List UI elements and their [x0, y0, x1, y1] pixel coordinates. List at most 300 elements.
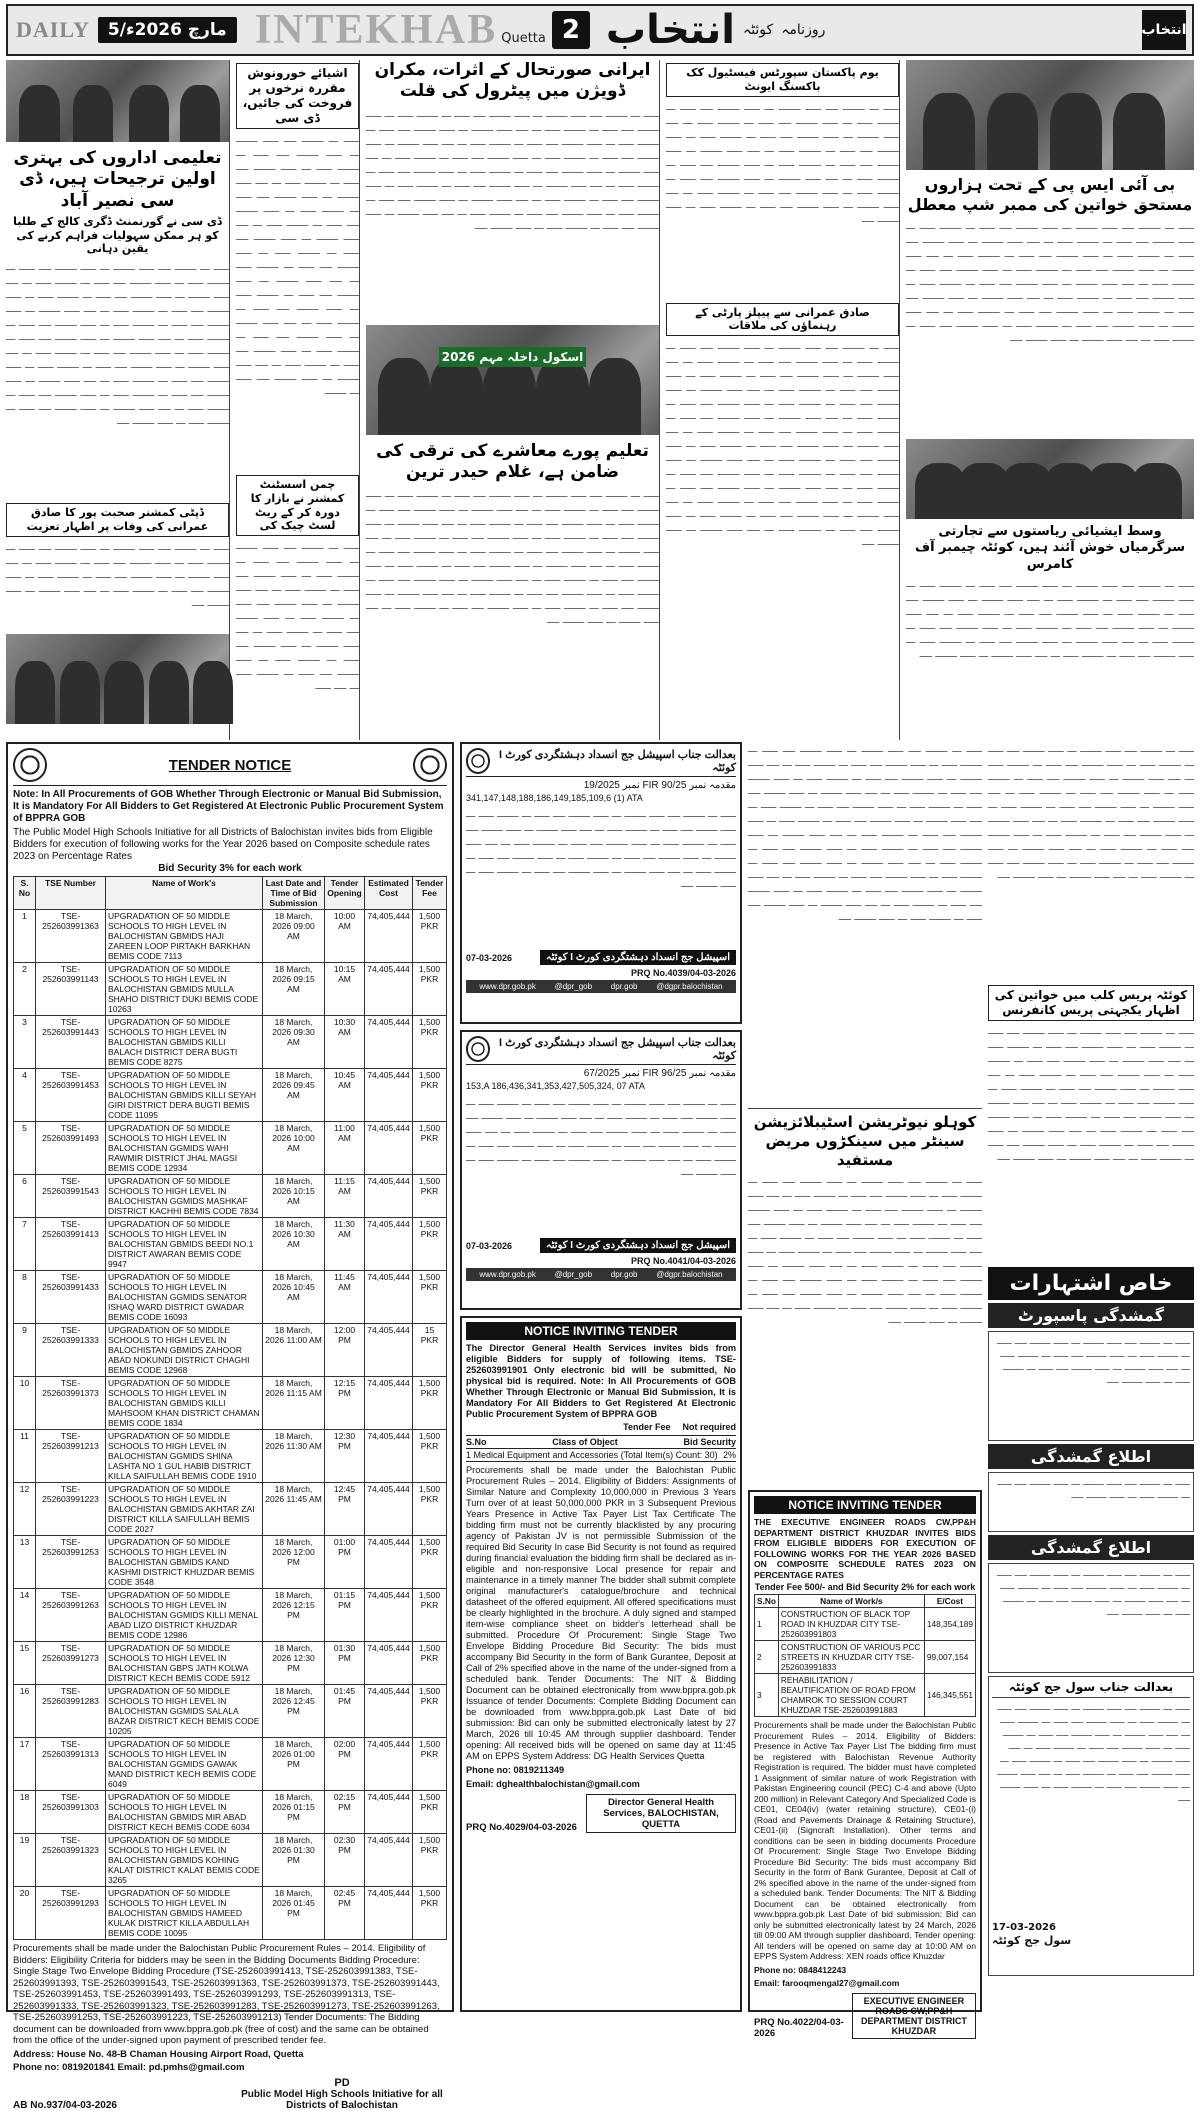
tender-cell-date: 18 March, 2026 09:15 AM — [263, 963, 325, 1016]
nit-health-services — [460, 1316, 742, 2012]
tender-cell-open: 12:45 PM — [325, 1483, 365, 1536]
tender-cell-open: 12:00 PM — [325, 1324, 365, 1377]
nit-roads-footer — [754, 1993, 976, 2039]
headline-col1-box: ڈپٹی کمشنر صحبت پور کا صادق عمرانی کی وفات پر اظہار تعزیت — [6, 503, 229, 537]
school-campaign-banner: اسکول داخلہ مہم 2026 — [439, 347, 586, 367]
tender-cell-fee: 1,500 PKR — [413, 1589, 447, 1642]
news-column-2 — [236, 60, 360, 740]
table-row — [14, 1175, 447, 1218]
tender-cell-cost: 74,405,444 — [365, 1122, 413, 1175]
tender-prq-number: AB No.937/04-03-2026 — [13, 2099, 117, 2111]
tender-cell-tse: TSE-252603991333 — [36, 1324, 106, 1377]
tender-cell-date: 18 March, 2026 11:00 AM — [263, 1324, 325, 1377]
tender-cell-cost: 74,405,444 — [365, 1589, 413, 1642]
tender-cell-tse: TSE-252603991263 — [36, 1589, 106, 1642]
table-row — [14, 910, 447, 963]
tender-cell-fee: 1,500 PKR — [413, 1377, 447, 1430]
social-twitter[interactable]: @dpr_gob — [554, 1270, 593, 1279]
tender-cell-date: 18 March, 2026 11:30 AM — [263, 1430, 325, 1483]
court-emblem-icon — [466, 1036, 490, 1062]
roads-cell-name: CONSTRUCTION OF BLACK TOP ROAD IN KHUZDAR CITY TSE-252603991803 — [778, 1608, 924, 1641]
court-stamp: اسپیشل جج انسداد دہشتگردی کورٹ I کوئٹہ — [540, 950, 736, 965]
tender-cell-date: 18 March, 2026 01:00 PM — [263, 1738, 325, 1791]
tender-cell-tse: TSE-252603991143 — [36, 963, 106, 1016]
tender-cell-open: 10:30 AM — [325, 1016, 365, 1069]
social-facebook[interactable]: dpr.gob — [610, 1270, 638, 1279]
court-notice-body: ـــــ ـــ ـــــــ ــــ ـــــ ـــــــ ـــ ـــــ ـــــــ ــــ ـــــ ـــ ـــــــ ـــــ ـــ ـــــ ـــــــ ــــ ـــــ ـــ ـــــــ ـــــ ـــ ــــ ـــــ ـــــــ ـــ ـــــ ـــــــ ــــ ـــــ ـــ ـــــــ ـــــ ـــ ـــــ ـــــــ ــــ ـــــ ـــ ـــــــ ـــــ ـــ ــــ ـــــ ـــــــ ـــ ـــــ ـــــــ ــــ ـــــ ـــ ـــــــ ـــــ ـــ ـــــ ـــــــ ــــ ـــــ ـــ ـــــــ ـــــ ـــ ــــ ـــــ ـــــــ ـــ ـــــ ـــــــ ــــ ـــــ ـــ ـــــــ ـــــ ـــ ـــــ ـــــــ ــــ — [466, 808, 736, 890]
nit-roads-fee: Tender Fee 500/- and Bid Security 2% for each work — [754, 1582, 976, 1592]
article-body: ـــــ ـــ ـــــــ ــــ ـــــ ـــــــ ـــ ـــــ ـــــــ ــــ ـــــ ـــ ـــــــ ـــــ ـــ ـــــ ـــــــ ــــ ـــــ ـــ ـــــــ ـــــ ـــ ــــ ـــــ ـــــــ ـــ ـــــ ـــــــ ــــ ـــــ ـــ ـــــــ ـــــ ـــ ـــــ ـــــــ ــــ ـــــ ـــ ـــــــ ـــــ ـــ ــــ ـــــ ـــــــ ـــ ـــــ ـــــــ ــــ — [6, 540, 229, 609]
social-facebook[interactable]: dpr.gob — [610, 982, 638, 991]
tender-cell-fee: 1,500 PKR — [413, 1483, 447, 1536]
tender-cell-fee: 1,500 PKR — [413, 1122, 447, 1175]
social-website[interactable]: www.dpr.gob.pk — [479, 1270, 536, 1279]
tender-cell-date: 18 March, 2026 01:45 PM — [263, 1887, 325, 1940]
headline-col3-sub: تعلیم پورے معاشرے کی ترقی کی ضامن ہے، غلام حیدر ترین — [376, 440, 649, 482]
tender-cell-date: 18 March, 2026 09:00 AM — [263, 910, 325, 963]
tender-cell-work: UPGRADATION OF 50 MIDDLE SCHOOLS TO HIGH LEVEL IN BALOCHISTAN GBMIDS BEEDI NO.1 DISTRICT AWARAN BEMIS CODE 9947 — [106, 1218, 263, 1271]
court-sections: 341,147,148,188,186,149,185,109,6 (1) ATA — [466, 793, 643, 803]
social-instagram[interactable]: @dgpr.balochistan — [656, 1270, 723, 1279]
balochistan-emblem-icon — [13, 748, 47, 782]
masthead-name-urdu: انتخاب — [605, 7, 735, 53]
nit-roads-table — [754, 1594, 976, 1717]
tender-cell-date: 18 March, 2026 10:45 AM — [263, 1271, 325, 1324]
tender-cell-cost: 74,405,444 — [365, 1738, 413, 1791]
tender-cell-tse: TSE-252603991273 — [36, 1642, 106, 1685]
tender-cell-sno: 11 — [14, 1430, 36, 1483]
tender-cell-work: UPGRADATION OF 50 MIDDLE SCHOOLS TO HIGH LEVEL IN BALOCHISTAN GBMIDS KAND KASHMI DISTRICT KHUZDAR BEMIS CODE 3548 — [106, 1536, 263, 1589]
table-row — [14, 963, 447, 1016]
table-row — [14, 1324, 447, 1377]
headline-col6-box: کوئٹہ پریس کلب میں خواتین کی اظہار یکجہتی پریس کانفرنس — [988, 985, 1194, 1021]
masthead — [6, 4, 1194, 56]
tender-cell-sno: 1 — [14, 910, 36, 963]
article-body: ـــــ ـــ ـــــــ ــــ ـــــ ـــــــ ـــ ـــــ ـــــــ ــــ ـــــ ـــ ـــــــ ـــــ ـــ ـــــ ـــــــ ــــ ـــــ ـــ ـــــــ ـــــ ـــ ــــ ـــــ ـــــــ ـــ ـــــ ـــــــ ــــ ـــــ ـــ ـــــــ ـــــ ـــ ـــــ ـــــــ ــــ ـــــ ـــ ـــــــ ـــــ ـــ ــــ ـــــ ـــــــ ـــ ـــــ ـــــــ ــــ ـــــ ـــ ـــــــ ـــــ ـــ ـــــ ـــــــ ــــ ـــــ ـــ ـــــــ ـــــ ـــ ــــ ـــــ ـــــــ ـــ ـــــ ـــــــ ــــ ـــــ ـــ ـــــــ ـــــ ـــ ـــــ ـــــــ ــــ ـــــ ـــ ـــــــ ـــــ ـــ ــــ ـــــ ـــــــ ـــ ـــــ ـــــــ ــــ ـــــ ـــ ـــــــ ـــــ ـــ ـــــ ـــــــ ــــ ـــــ ـــ ـــــــ ـــــ ـــ ــــ ـــــ ـــــــ ـــ ـــــ ـــــــ ــــ ـــــ ـــ ـــــــ ـــــ ـــ ـــــ ـــــــ ــــ ـــــ ـــ ـــــــ ـــــ ـــ ــــ ـــــ ـــــــ ـــ ـــــ ـــــــ ــــ — [748, 1174, 982, 1327]
tender-cell-open: 12:30 PM — [325, 1430, 365, 1483]
tender-cell-date: 18 March, 2026 10:15 AM — [263, 1175, 325, 1218]
nit-roads-col-cost: E/Cost — [924, 1595, 975, 1608]
table-row — [14, 1377, 447, 1430]
tender-cell-fee: 1,500 PKR — [413, 1791, 447, 1834]
headline-lower-news: کوہلو نیوٹریشن اسٹیبلائزیشن سینٹر میں سینکڑوں مریض مستفید — [748, 1108, 982, 1169]
school-logo-icon — [413, 748, 447, 782]
tender-cell-open: 02:45 PM — [325, 1887, 365, 1940]
tender-note: Note: In All Procurements of GOB Whether Through Electronic or Manual Bid Submission, It is Mandatory For All Bidders to Get Registered At Electronic Public Procurement System of BPPRA GOB — [13, 789, 444, 824]
tender-cell-tse: TSE-252603991433 — [36, 1271, 106, 1324]
tender-cell-sno: 7 — [14, 1218, 36, 1271]
tender-cell-open: 01:15 PM — [325, 1589, 365, 1642]
table-row — [14, 1483, 447, 1536]
tender-cell-open: 10:45 AM — [325, 1069, 365, 1122]
nit-health-fee-value: Not required — [682, 1422, 736, 1432]
court-prq-number: PRQ No.4041/04-03-2026 — [630, 1256, 736, 1266]
tender-cell-cost: 74,405,444 — [365, 1642, 413, 1685]
court-notice-1 — [460, 742, 742, 1024]
tender-address: Address: House No. 48-B Chaman Housing Airport Road, Quetta — [13, 2048, 304, 2060]
civil-court-notice — [988, 1676, 1194, 1976]
tender-cell-fee: 1,500 PKR — [413, 1834, 447, 1887]
court-notice-date: 07-03-2026 — [466, 952, 513, 963]
table-row — [14, 1218, 447, 1271]
tender-cell-sno: 19 — [14, 1834, 36, 1887]
masthead-city: Quetta — [501, 31, 546, 46]
news-columns — [6, 60, 1194, 740]
headline-col2-box2: چمن اسسٹنٹ کمشنر نے بازار کا دورہ کر کے ریٹ لسٹ چیک کی — [236, 475, 359, 536]
table-row — [14, 1738, 447, 1791]
tender-cell-sno: 20 — [14, 1887, 36, 1940]
tender-cell-tse: TSE-252603991253 — [36, 1536, 106, 1589]
tender-cell-fee: 1,500 PKR — [413, 1738, 447, 1791]
tender-cell-work: UPGRADATION OF 50 MIDDLE SCHOOLS TO HIGH LEVEL IN BALOCHISTAN GBMIDS KOHING KALAT DISTRICT KALAT BEMIS CODE 3265 — [106, 1834, 263, 1887]
tender-cell-date: 18 March, 2026 01:30 PM — [263, 1834, 325, 1887]
tender-col-fee: Tender Fee — [413, 877, 447, 910]
article-body: ـــــ ـــ ـــــــ ــــ ـــــ ـــــــ ـــ ـــــ ـــــــ ــــ ـــــ ـــ ـــــــ ـــــ ـــ ـــــ ـــــــ ــــ ـــــ ـــ ـــــــ ـــــ ـــ ــــ ـــــ ـــــــ ـــ ـــــ ـــــــ ــــ ـــــ ـــ ـــــــ ـــــ ـــ ـــــ ـــــــ ــــ ـــــ ـــ ـــــــ ـــــ ـــ ــــ ـــــ ـــــــ ـــ ـــــ ـــــــ ــــ ـــــ ـــ ـــــــ ـــــ ـــ ـــــ ـــــــ ــــ ـــــ ـــ ـــــــ ـــــ ـــ ــــ ـــــ ـــــــ ـــ ـــــ ـــــــ ــــ ـــــ ـــ ـــــــ ـــــ ـــ ـــــ ـــــــ ــــ ـــــ ـــ ـــــــ ـــــ ـــ ــــ ـــــ ـــــــ ـــ ـــــ ـــــــ ــــ ـــــ ـــ ـــــــ ـــــ ـــ ـــــ ـــــــ ــــ ـــــ ـــ ـــــــ ـــــ ـــ ــــ ـــــ ـــــــ ـــ ـــــ ـــــــ ــــ ـــــ ـــ ـــــــ ـــــ ـــ ـــــ ـــــــ ــــ ـــــ ـــ ـــــــ ـــــ ـــ ــــ ـــــ ـــــــ ـــ ـــــ ـــــــ ــــ — [906, 220, 1194, 344]
headline-col1-main: تعلیمی اداروں کی بہتری اولین ترجیحات ہیں، ڈی سی نصیر آباد — [13, 148, 222, 211]
tender-cell-tse: TSE-252603991543 — [36, 1175, 106, 1218]
court-notice-footer — [466, 1238, 736, 1253]
news-column-1 — [6, 60, 230, 740]
tender-cell-date: 18 March, 2026 09:30 AM — [263, 1016, 325, 1069]
nit-roads-prq: PRQ No.4022/04-03-2026 — [754, 2016, 844, 2039]
tender-cell-fee: 1,500 PKR — [413, 1536, 447, 1589]
tender-cell-work: UPGRADATION OF 50 MIDDLE SCHOOLS TO HIGH LEVEL IN BALOCHISTAN GGMIDS SENATOR ISHAQ WARD DISTRICT GWADAR BEMIS CODE 16093 — [106, 1271, 263, 1324]
tender-cell-work: UPGRADATION OF 50 MIDDLE SCHOOLS TO HIGH LEVEL IN BALOCHISTAN GGMIDS SHINA LASHTA NO 1 GUL HABIB DISTRICT KILLA SAIFULLAH BEMIS CODE 1910 — [106, 1430, 263, 1483]
nit-health-item: 1 Medical Equipment and Accessories (Total Item(s) Count: 30) — [466, 1450, 718, 1460]
table-row — [14, 1834, 447, 1887]
nit-health-col-class: Class of Object — [552, 1437, 618, 1447]
tender-cell-cost: 74,405,444 — [365, 1324, 413, 1377]
nit-health-intro: The Director General Health Services invites bids from eligible Bidders for supply of following items. TSE-252603991901 Only electronic bid will be submitted, No physical bid is required. Note: In All Procurements of GOB Whether Through Electronic or Manual Bid Submission, It is Mandatory For All Bidders to Get Registered At Electronic Public Procurement System of BPPRA GOB — [466, 1343, 736, 1419]
tender-cell-work: UPGRADATION OF 50 MIDDLE SCHOOLS TO HIGH LEVEL IN BALOCHISTAN GBMIDS HAMEED KULAK DISTRICT KILLA ABDULLAH BEMIS CODE 10095 — [106, 1887, 263, 1940]
article-body: ـــــ ـــ ـــــــ ــــ ـــــ ـــــــ ـــ ـــــ ـــــــ ــــ ـــــ ـــ ـــــــ ـــــ ـــ ـــــ ـــــــ ــــ ـــــ ـــ ـــــــ ـــــ ـــ ــــ ـــــ ـــــــ ـــ ـــــ ـــــــ ــــ ـــــ ـــ ـــــــ ـــــ ـــ ـــــ ـــــــ ــــ ـــــ ـــ ـــــــ ـــــ ـــ ــــ ـــــ ـــــــ ـــ ـــــ ـــــــ ــــ ـــــ ـــ ـــــــ ـــــ ـــ ـــــ ـــــــ ــــ ـــــ ـــ ـــــــ ـــــ ـــ ــــ ـــــ ـــــــ ـــ ـــــ ـــــــ ــــ ـــــ ـــ ـــــــ ـــــ ـــ ـــــ ـــــــ ــــ ـــــ ـــ ـــــــ ـــــ ـــ ــــ ـــــ ـــــــ ـــ ـــــ ـــــــ ــــ ـــــ ـــ ـــــــ ـــــ ـــ ـــــ ـــــــ ــــ ـــــ ـــ ـــــــ ـــــ ـــ ــــ ـــــ ـــــــ ـــ ـــــ ـــــــ ــــ ـــــ ـــ ـــــــ ـــــ ـــ ـــــ ـــــــ ــــ ـــــ ـــ ـــــــ ـــــ ـــ ــــ ـــــ ـــــــ ـــ ـــــ ـــــــ ــــ ـــــ ـــ ـــــــ ـــــ ـــ ـــــ ـــــــ ــــ — [366, 107, 659, 232]
nit-health-table-header — [466, 1435, 736, 1449]
article-body: ـــــ ـــ ـــــــ ــــ ـــــ ـــــــ ـــ ـــــ ـــــــ ــــ ـــــ ـــ ـــــــ ـــــ ـــ ـــــ ـــــــ ــــ ـــــ ـــ ـــــــ ـــــ ـــ ــــ ـــــ ـــــــ ـــ ـــــ ـــــــ ــــ ـــــ ـــ ـــــــ ـــــ ـــ ـــــ ـــــــ ــــ ـــــ ـــ ـــــــ ـــــ ـــ ــــ ـــــ ـــــــ ـــ ـــــ ـــــــ ــــ ـــــ ـــ ـــــــ ـــــ ـــ ـــــ ـــــــ ــــ ـــــ ـــ ـــــــ ـــــ ـــ ــــ ـــــ ـــــــ ـــ ـــــ ـــــــ ــــ ـــــ ـــ ـــــــ ـــــ ـــ ـــــ ـــــــ ــــ ـــــ ـــ ـــــــ ـــــ ـــ ــــ ـــــ ـــــــ ـــ ـــــ ـــــــ ــــ ـــــ ـــ ـــــــ ـــــ ـــ ـــــ ـــــــ ــــ ـــــ ـــ ـــــــ ـــــ ـــ ــــ ـــــ ـــــــ ـــ ـــــ ـــــــ ــــ ـــــ ـــ ـــــــ ـــــ ـــ ـــــ ـــــــ ــــ ـــــ ـــ ـــــــ ـــــ ـــ ــــ ـــــ ـــــــ ـــ ـــــ ـــــــ ــــ ـــــ ـــ ـــــــ ـــــ ـــ ـــــ ـــــــ ــــ ـــــ ـــ ـــــــ ـــــ ـــ ــــ ـــــ ـــــــ ـــ ـــــ ـــــــ ــــ ـــــ ـــ ـــــــ ـــــ ـــ ـــــ ـــــــ ــــ — [748, 743, 982, 923]
article-body: ـــــ ـــ ـــــــ ــــ ـــــ ـــــــ ـــ ـــــ ـــــــ ــــ ـــــ ـــ ـــــــ ـــــ ـــ ـــــ ـــــــ ــــ ـــــ ـــ ـــــــ ـــــ ـــ ــــ ـــــ ـــــــ ـــ ـــــ ـــــــ ــــ ـــــ ـــ ـــــــ ـــــ ـــ ـــــ ـــــــ ــــ ـــــ ـــ ـــــــ ـــــ ـــ ــــ ـــــ ـــــــ ـــ ـــــ ـــــــ ــــ ـــــ ـــ ـــــــ ـــــ ـــ ـــــ ـــــــ ــــ ـــــ ـــ ـــــــ ـــــ ـــ ــــ ـــــ — [236, 540, 359, 692]
tender-cell-cost: 74,405,444 — [365, 1791, 413, 1834]
news-photo-ceremony — [6, 634, 229, 724]
tender-cell-cost: 74,405,444 — [365, 1016, 413, 1069]
news-column-3 — [366, 60, 660, 740]
nit-roads-col-sno: S.No — [755, 1595, 779, 1608]
tender-intro: The Public Model High Schools Initiative for all Districts of Balochistan invites bids from Eligible Bidders for execution of following works for the Year 2026 based on Composite schedule rates 2023 on Percentage Rates — [13, 827, 433, 862]
tender-cell-cost: 74,405,444 — [365, 1834, 413, 1887]
tender-cell-work: UPGRADATION OF 50 MIDDLE SCHOOLS TO HIGH LEVEL IN BALOCHISTAN GGMIDS SALALA BAZAR DISTRICT KECH BEMIS CODE 10205 — [106, 1685, 263, 1738]
tender-cell-fee: 1,500 PKR — [413, 1887, 447, 1940]
tender-cell-sno: 15 — [14, 1642, 36, 1685]
tender-cell-open: 01:30 PM — [325, 1642, 365, 1685]
nit-roads-phone: Phone no: 0848412243 — [754, 1964, 847, 1975]
table-row — [755, 1641, 976, 1674]
tender-cell-tse: TSE-252603991213 — [36, 1430, 106, 1483]
article-body: ـــــ ـــ ـــــــ ــــ ـــــ ـــــــ ـــ ـــــ ـــــــ ــــ ـــــ ـــ ـــــــ ـــــ ـــ ـــــ ـــــــ ــــ ـــــ ـــ ـــــــ ـــــ ـــ ــــ ـــــ ـــــــ ـــ ـــــ ـــــــ ــــ ـــــ ـــ ـــــــ ـــــ ـــ ـــــ ـــــــ ــــ ـــــ ـــ ـــــــ ـــــ ـــ ــــ ـــــ ـــــــ ـــ ـــــ ـــــــ ــــ ـــــ ـــ ـــــــ ـــــ ـــ ـــــ ـــــــ ــــ ـــــ ـــ ـــــــ ـــــ ـــ ــــ ـــــ ـــــــ ـــ ـــــ ـــــــ ــــ ـــــ ـــ ـــــــ ـــــ ـــ ـــــ ـــــــ ــــ ـــــ ـــ ـــــــ ـــــ ـــ ــــ ـــــ ـــــــ ـــ ـــــ ـــــــ ــــ ـــــ ـــ ـــــــ ـــــ ـــ ـــــ ـــــــ ــــ ـــــ ـــ ـــــــ ـــــ ـــ ــــ ـــــ ـــــــ ـــ ـــــ ـــــــ ــــ — [988, 743, 1194, 881]
tender-table — [13, 876, 447, 1940]
tender-cell-sno: 3 — [14, 1016, 36, 1069]
tender-title: TENDER NOTICE — [168, 756, 292, 774]
tender-cell-open: 01:00 PM — [325, 1536, 365, 1589]
court-notice-header — [466, 748, 736, 777]
classifieds-lost-notice-2-heading: اطلاع گمشدگی — [988, 1535, 1194, 1560]
tender-cell-open: 02:00 PM — [325, 1738, 365, 1791]
article-body: ـــــ ـــ ـــــــ ــــ ـــــ ـــــــ ـــ ـــــ ـــــــ ــــ ـــــ ـــ ـــــــ ـــــ ـــ ـــــ ـــــــ ــــ ـــــ ـــ ـــــــ ـــــ ـــ ــــ ـــــ ـــــــ ـــ ـــــ ـــــــ ــــ ـــــ ـــ ـــــــ ـــــ ـــ ـــــ ـــــــ ــــ ـــــ ـــ ـــــــ ـــــ ـــ ــــ ـــــ ـــــــ ـــ ـــــ ـــــــ ــــ ـــــ ـــ ـــــــ ـــــ ـــ ـــــ ـــــــ ــــ ـــــ ـــ ـــــــ ـــــ ـــ ــــ ـــــ ـــــــ ـــ ـــــ ـــــــ ــــ ـــــ ـــ ـــــــ ـــــ ـــ ـــــ ـــــــ ــــ ـــــ ـــ ـــــــ ـــــ ـــ ــــ ـــــ ـــــــ ـــ ـــــ ـــــــ ــــ ـــــ ـــ ـــــــ ـــــ ـــ ـــــ ـــــــ ــــ ـــــ ـــ ـــــــ ـــــ ـــ ــــ ـــــ ـــــــ ـــ ـــــ ـــــــ ــــ — [988, 1025, 1194, 1163]
tender-cell-fee: 1,500 PKR — [413, 1069, 447, 1122]
social-links-bar — [466, 980, 736, 993]
tender-col-open: Tender Opening — [325, 877, 365, 910]
headline-col3-main: ایرانی صورتحال کے اثرات، مکران ڈویژن میں پیٹرول کی قلت — [374, 60, 651, 102]
tender-cell-sno: 9 — [14, 1324, 36, 1377]
tender-cell-work: UPGRADATION OF 50 MIDDLE SCHOOLS TO HIGH LEVEL IN BALOCHISTAN GBMIDS AKHTAR ZAI DISTRICT KILLA SAIFULLAH BEMIS CODE 2027 — [106, 1483, 263, 1536]
table-row — [14, 1887, 447, 1940]
court-notice-header — [466, 1036, 736, 1065]
tender-cell-date: 18 March, 2026 10:00 AM — [263, 1122, 325, 1175]
tender-col-tse: TSE Number — [36, 877, 106, 910]
nit-health-footer — [466, 1794, 736, 1833]
news-photo-women-group — [906, 439, 1194, 519]
court-notice-title: بعدالت جناب اسپیشل جج انسداد دہشتگردی کورٹ I کوئٹہ — [499, 749, 736, 774]
tender-cell-sno: 4 — [14, 1069, 36, 1122]
nit-health-phone: Phone no: 0819211349 — [466, 1765, 565, 1775]
tender-cell-date: 18 March, 2026 12:15 PM — [263, 1589, 325, 1642]
nit-health-title: NOTICE INVITING TENDER — [466, 1322, 736, 1340]
tender-cell-sno: 16 — [14, 1685, 36, 1738]
news-photo-school-campaign — [366, 325, 659, 435]
court-sections: 153,A 186,436,341,353,427,505,324, 07 ATA — [466, 1081, 645, 1091]
tender-cell-cost: 74,405,444 — [365, 1685, 413, 1738]
nit-roads-khuzdar — [748, 1490, 982, 2039]
tender-phone: Phone no: 0819201841 Email: pd.pmhs@gmail.com — [13, 2061, 245, 2073]
nit-health-item-row — [466, 1449, 736, 1462]
tender-cell-date: 18 March, 2026 11:45 AM — [263, 1483, 325, 1536]
tender-cell-work: UPGRADATION OF 50 MIDDLE SCHOOLS TO HIGH LEVEL IN BALOCHISTAN GBMIDS KILLI SEYAH GIRI DISTRICT DERA BUGTI BEMIS CODE 11095 — [106, 1069, 263, 1122]
masthead-daily: DAILY — [16, 17, 90, 42]
tender-cell-work: UPGRADATION OF 50 MIDDLE SCHOOLS TO HIGH LEVEL IN BALOCHISTAN GBMIDS HAJI ZAREEN LOOP PIRTAKH BARKHAN BEMIS CODE 7113 — [106, 910, 263, 963]
tender-col-cost: Estimated Cost — [365, 877, 413, 910]
tender-cell-fee: 15 PKR — [413, 1324, 447, 1377]
tender-cell-tse: TSE-252603991303 — [36, 1791, 106, 1834]
tender-col-sno: S. No — [14, 877, 36, 910]
tender-cell-fee: 1,500 PKR — [413, 1685, 447, 1738]
tender-cell-fee: 1,500 PKR — [413, 963, 447, 1016]
tender-cell-open: 10:15 AM — [325, 963, 365, 1016]
masthead-roznama: روزنامہ — [781, 22, 826, 38]
tender-cell-open: 02:15 PM — [325, 1791, 365, 1834]
article-body: ـــــ ـــ ـــــــ ــــ ـــــ ـــــــ ـــ ـــــ ـــــــ ــــ ـــــ ـــ ـــــــ ـــــ ـــ ـــــ ـــــــ ــــ ـــــ ـــ ـــــــ ـــــ ـــ ــــ ـــــ ـــــــ ـــ ـــــ ـــــــ ــــ ـــــ ـــ ـــــــ ـــــ ـــ ـــــ ـــــــ ــــ ـــــ ـــ ـــــــ ـــــ ـــ ــــ ـــــ ـــــــ ـــ ـــــ ـــــــ ــــ ـــــ ـــ ـــــــ ـــــ ـــ ـــــ ـــــــ ــــ ـــــ ـــ ـــــــ ـــــ ـــ ــــ ـــــ ـــــــ ـــ ـــــ ـــــــ ــــ ـــــ ـــ ـــــــ ـــــ ـــ ـــــ ـــــــ ــــ ـــــ ـــ ـــــــ ـــــ ـــ ــــ ـــــ ـــــــ ـــ ـــــ ـــــــ ــــ ـــــ ـــ ـــــــ ـــــ ـــ ـــــ ـــــــ ــــ ـــــ ـــ ـــــــ ـــــ ـــ ــــ ـــــ ـــــــ ـــ ـــــ ـــــــ ــــ ـــــ ـــ ـــــــ ـــــ ـــ ـــــ ـــــــ ــــ ـــــ ـــ ـــــــ ـــــ ـــ ــــ ـــــ ـــــــ ـــ ـــــ ـــــــ ــــ ـــــ ـــ ـــــــ ـــــ ـــ ـــــ ـــــــ ــــ ـــــ ـــ ـــــــ ـــــ ـــ ــــ ـــــ ـــــــ ـــ ـــــ ـــــــ ــــ ـــــ ـــ ـــــــ ـــــ ـــ ـــــ ـــــــ ــــ ـــــ ـــ ـــــــ ـــــ ـــ ــــ ـــــ ـــــــ ـــ ـــــ ـــــــ ــــ — [666, 340, 899, 548]
tender-cell-work: UPGRADATION OF 50 MIDDLE SCHOOLS TO HIGH LEVEL IN BALOCHISTAN GBMIDS MIR ABAD DISTRICT KECH BEMIS CODE 6034 — [106, 1791, 263, 1834]
tender-bid-security: Bid Security 3% for each work — [158, 863, 302, 874]
table-row — [14, 1791, 447, 1834]
table-row — [14, 1642, 447, 1685]
news-column-5 — [906, 60, 1194, 740]
tender-cell-cost: 74,405,444 — [365, 963, 413, 1016]
nit-roads-table-body — [755, 1608, 976, 1717]
nit-health-item-security: 2% — [722, 1450, 736, 1460]
civil-court-heading: بعدالت جناب سول جج کوئٹہ — [992, 1680, 1190, 1698]
nit-health-col-sno: S.No — [466, 1437, 487, 1447]
tender-cell-cost: 74,405,444 — [365, 1218, 413, 1271]
tender-signatory — [237, 2077, 447, 2111]
tender-cell-open: 02:30 PM — [325, 1834, 365, 1887]
tender-table-body — [14, 910, 447, 1940]
tender-cell-work: UPGRADATION OF 50 MIDDLE SCHOOLS TO HIGH LEVEL IN BALOCHISTAN GGMIDS GAWAK MAND DISTRICT KECH BEMIS CODE 6049 — [106, 1738, 263, 1791]
tender-cell-fee: 1,500 PKR — [413, 1218, 447, 1271]
nit-health-col-security: Bid Security — [683, 1437, 736, 1447]
court-case-number: مقدمہ نمبر 90/25 FIR نمبر 19/2025 — [583, 780, 736, 791]
roads-cell-cost: 146,345,551 — [924, 1674, 975, 1717]
headline-col2-box1: اشیائے خورونوش مقررہ نرخوں پر فروخت کی جائیں، ڈی سی — [236, 63, 359, 129]
civil-court-body: ـــــ ـــ ـــــــ ــــ ـــــ ـــــــ ـــ ـــــ ـــــــ ــــ ـــــ ـــ ـــــــ ـــــ ـــ ـــــ ـــــــ ــــ ـــــ ـــ ـــــــ ـــــ ـــ ــــ ـــــ ـــــــ ـــ ـــــ ـــــــ ــــ ـــــ ـــ ـــــــ ـــــ ـــ ـــــ ـــــــ ــــ ـــــ ـــ ـــــــ ـــــ ـــ ــــ ـــــ ـــــــ ـــ ـــــ ـــــــ ــــ ـــــ ـــ ـــــــ ـــــ ـــ ـــــ ـــــــ ــــ ـــــ ـــ ـــــــ ـــــ ـــ ــــ ـــــ ـــــــ ـــ ـــــ ـــــــ ــــ ـــــ ـــ ـــــــ ـــــ ـــ ـــــ ـــــــ ــــ — [997, 1702, 1190, 1804]
tender-cell-sno: 14 — [14, 1589, 36, 1642]
tender-cell-cost: 74,405,444 — [365, 910, 413, 963]
headline-col5-sub: وسط ایشیائی ریاستوں سے تجارتی سرگرمیاں خوش آئند ہیں، کوئٹہ چیمبر آف کامرس — [914, 524, 1186, 572]
tender-cell-work: UPGRADATION OF 50 MIDDLE SCHOOLS TO HIGH LEVEL IN BALOCHISTAN GBMIDS KILLI BALACH DISTRICT DERA BUGTI BEMIS CODE 8275 — [106, 1016, 263, 1069]
masthead-city-urdu: کوئٹہ — [742, 22, 774, 38]
tender-cell-cost: 74,405,444 — [365, 1430, 413, 1483]
tender-table-header — [14, 877, 447, 910]
tender-cell-date: 18 March, 2026 11:15 AM — [263, 1377, 325, 1430]
tender-cell-fee: 1,500 PKR — [413, 1271, 447, 1324]
nit-roads-body: Procurements shall be made under the Balochistan Public Procurement Rules – 2014. Eligibility of Bidders: Presence in Active Tax Payer List The bidding firm must be registered with Balochistan Revenue Authority Registration is required. The bidder must have completed 1 Assignment of similar nature of work Registration with Pakistan Engineering council (PEC) C-4 and above (Upto 200 million) in Relevant Category And Specialized Code is CE01, CE04(iv) (water retaining structure), CE01-(i) (Road and Pavements Drainage & Retaining Structure), CE01-(ii) (Signcraft Installation). Other terms and conditions can be seen in bidding documents Procedure Of Procurement: Single Stage Two Envelope Bidding Procedure Bid Security: The bids must accompany Bid Security in the form of Bank Gurantee, Deposit at Call of 2% specified above in the name of the under-signed from a scheduled bank. Tender Documents: The NIT & Bidding Document can be obtained electronically from www.bppra.gob.pk Last Date of bid submission: Bid can only be submitted electronically latest by 24 March, 2026 till 09:00 AM through supplier dashboard. Tender opening: All tenders will be opened on same day at 10:00 AM on EPPS System Address: XEN roads office Khuzdar — [754, 1720, 976, 1961]
classified-ad: ـــــ ـــ ـــــــ ــــ ـــــ ـــــــ ـــ ـــــ ـــــــ ــــ ـــــ ـــ ـــــــ ـــــ ـــ ـــــ ـــــــ ــــ ـــــ ـــ ـــــــ ـــــ ـــ ــــ ـــــ ـــــــ ـــ ـــــ ـــــــ ــــ ـــــ ـــ ـــــــ ـــــ ـــ ـــــ ـــــــ ــــ — [988, 1563, 1194, 1673]
tender-cell-sno: 5 — [14, 1122, 36, 1175]
tender-cell-tse: TSE-252603991413 — [36, 1218, 106, 1271]
tender-signature — [13, 2077, 447, 2111]
tender-cell-sno: 2 — [14, 963, 36, 1016]
table-row — [14, 1122, 447, 1175]
tender-cell-open: 01:45 PM — [325, 1685, 365, 1738]
news-photo-bisp-meeting — [906, 60, 1194, 170]
tender-cell-fee: 1,500 PKR — [413, 1642, 447, 1685]
tender-cell-tse: TSE-252603991283 — [36, 1685, 106, 1738]
table-row — [14, 1589, 447, 1642]
roads-cell-name: REHABILITATION / BEAUTIFICATION OF ROAD FROM CHAMROK TO SESSION COURT KHUZDAR TSE-252603991883 — [778, 1674, 924, 1717]
page-number: 2 — [552, 11, 590, 49]
tender-cell-sno: 18 — [14, 1791, 36, 1834]
tender-cell-open: 11:30 AM — [325, 1218, 365, 1271]
civil-court-date: 17-03-2026 — [992, 1922, 1056, 1933]
tender-footer: Procurements shall be made under the Balochistan Public Procurement Rules – 2014. Eligibility of Bidders: Eligibility Criteria for bidders may be seen in the Bidding Documents Bidding Procedure: Single Stage Two Envelope Bidding Procedure (TSE-252603991413, TSE-252603991383, TSE-252603991393, TSE-252603991543, TSE-252603991363, TSE-252603991373, TSE-252603991443, TSE-252603991453, TSE-252603991493, TSE-252603991293, TSE-252603991313, TSE-252603991333, TSE-252603991323, TSE-252603991283, TSE-252603991273, TSE-252603991263, TSE-252603991253, TSE-252603991223, TSE-252603991213) Tender Documents: The Bidding document can be downloaded from www.bppra.gob.pk (free of cost) and the same can be obtained from the office of the under-signed upon payment of prescribed tender fee. — [13, 1943, 440, 2046]
tender-cell-cost: 74,405,444 — [365, 1175, 413, 1218]
nit-health-fee-label: Tender Fee — [623, 1422, 671, 1432]
article-body: ـــــ ـــ ـــــــ ــــ ـــــ ـــــــ ـــ ـــــ ـــــــ ــــ ـــــ ـــ ـــــــ ـــــ ـــ ـــــ ـــــــ ــــ ـــــ ـــ ـــــــ ـــــ ـــ ــــ ـــــ ـــــــ ـــ ـــــ ـــــــ ــــ ـــــ ـــ ـــــــ ـــــ ـــ ـــــ ـــــــ ــــ ـــــ ـــ ـــــــ ـــــ ـــ ــــ ـــــ ـــــــ ـــ ـــــ ـــــــ ــــ ـــــ ـــ ـــــــ ـــــ ـــ ـــــ ـــــــ ــــ ـــــ ـــ ـــــــ ـــــ ـــ ــــ ـــــ ـــــــ ـــ ـــــ ـــــــ ــــ ـــــ ـــ ـــــــ ـــــ ـــ ـــــ ـــــــ ــــ ـــــ ـــ ـــــــ ـــــ ـــ ــــ ـــــ ـــــــ ـــ ـــــ ـــــــ ــــ ـــــ ـــ ـــــــ ـــــ ـــ ـــــ ـــــــ ــــ ـــــ ـــ ـــــــ ـــــ ـــ ــــ ـــــ ـــــــ ـــ ـــــ ـــــــ ــــ ـــــ ـــ ـــــــ ـــــ ـــ ـــــ ـــــــ ــــ ـــــ ـــ ـــــــ ـــــ ـــ ــــ ـــــ ـــــــ ـــ ـــــ ـــــــ ــــ ـــــ ـــ ـــــــ ـــــ ـــ ـــــ ـــــــ ــــ — [6, 261, 229, 427]
tender-cell-tse: TSE-252603991443 — [36, 1016, 106, 1069]
table-row — [14, 1430, 447, 1483]
tender-cell-cost: 74,405,444 — [365, 1887, 413, 1940]
social-twitter[interactable]: @dpr_gob — [554, 982, 593, 991]
nit-health-signatory: Director General Health Services, BALOCHISTAN, QUETTA — [586, 1794, 736, 1833]
civil-court-sign: سول جج کوئٹہ — [992, 1934, 1072, 1947]
social-website[interactable]: www.dpr.gob.pk — [479, 982, 536, 991]
tender-cell-cost: 74,405,444 — [365, 1536, 413, 1589]
roads-cell-cost: 99,007,154 — [924, 1641, 975, 1674]
tender-cell-fee: 1,500 PKR — [413, 910, 447, 963]
tender-cell-date: 18 March, 2026 01:15 PM — [263, 1791, 325, 1834]
headline-col5-main: بی آئی ایس پی کے تحت ہزاروں مستحق خواتین کی ممبر شپ معطل — [907, 175, 1193, 214]
nit-roads-table-header — [755, 1595, 976, 1608]
tender-cell-sno: 12 — [14, 1483, 36, 1536]
court-notice-title: بعدالت جناب اسپیشل جج انسداد دہشتگردی کورٹ I کوئٹہ — [499, 1037, 736, 1062]
classified-ad: ـــــ ـــ ـــــــ ــــ ـــــ ـــــــ ـــ ـــــ ـــــــ ــــ ـــــ ـــ ـــــــ ـــــ ـــ ـــــ ـــــــ ــــ ـــــ ـــ ـــــــ ـــــ ـــ ــــ ـــــ ـــــــ ـــ ـــــ ـــــــ ــــ ـــــ ـــ ـــــــ ـــــ ـــ ـــــ ـــــــ ــــ — [988, 1331, 1194, 1441]
tender-cell-fee: 1,500 PKR — [413, 1430, 447, 1483]
tender-cell-open: 11:45 AM — [325, 1271, 365, 1324]
tender-cell-open: 12:15 PM — [325, 1377, 365, 1430]
lower-news-column — [748, 742, 982, 1482]
masthead-logo-icon: انتخاب — [1142, 10, 1186, 50]
lower-section — [6, 742, 1194, 2111]
tender-cell-tse: TSE-252603991313 — [36, 1738, 106, 1791]
classifieds-column — [988, 742, 1194, 2012]
nit-roads-intro: THE EXECUTIVE ENGINEER ROADS CW,PP&H DEPARTMENT DISTRICT KHUZDAR INVITES BIDS FROM ELIGIBLE BIDDERS FOR EXECUTION OF FOLLOWING WORKS FOR THE YEAR 2026 BASED ON COMPOSITE SCHEDULE RATES 2023 ON PERCENTAGE RATES — [754, 1517, 976, 1580]
court-notice-2 — [460, 1030, 742, 1310]
table-row — [755, 1674, 976, 1717]
headline-col4-box2: صادق عمرانی سے پیپلز پارٹی کے رہنماؤں کی ملاقات — [666, 303, 899, 337]
tender-cell-sno: 8 — [14, 1271, 36, 1324]
tender-cell-date: 18 March, 2026 12:45 PM — [263, 1685, 325, 1738]
nit-health-body: Procurements shall be made under the Balochistan Public Procurement Rules – 2014. Eligibility of Bidders: Assignments of Similar Nature and Complexity 10,000,000 in Previous 3 Years Turn over of at least 50,000,000 PKR in 3 Subsequent Previous Years Presence in Active Tax Payer List Tax Certificate The bidding firm must not be currently blacklisted by any procuring agency of Pakistan JV is not permissible Submission of the required Bid Security In case Bid Security is not found as required during financial evaluation the bidding firm shall be declared as in-eligible and non-responsive Local presence for repair and maintenance in a timely manner The bidder shall submit complete original manufacturer's catalogue/brochure and technical datasheet of the offered equipment. All offered specifications must be clearly highlighted in the brochure. A duly signed and stamped item-wise compliance sheet on bidder's letterhead shall be submitted. Procedure Of Procurement: Single Stage Two Envelope Bidding Procedure Bid Security: The bids must accompany Bid Security in the form of Bank Gurantee, Deposit at Call of 2% specified above in the name of the under-signed from a scheduled bank. Tender Documents: The NIT & Bidding Document can be obtained electronically from www.bppra.gob.pk Issuance of tender Documents: Complete Bidding Document can be downloaded from www.bppra.gob.pk Last Date of bid submission: Bid can only be submitted electronically latest by 27 March, 2026 till 10:45 AM through supplier dashboard. Tender opening: All received bids will be opened on same day at 11:45 AM on EPPS System Address: DG Health Services Quetta — [466, 1465, 736, 1761]
table-row — [14, 1016, 447, 1069]
tender-cell-sno: 6 — [14, 1175, 36, 1218]
nit-roads-signatory: EXECUTIVE ENGINEER ROADS CW,PP&H DEPARTMENT DISTRICT KHUZDAR — [852, 1993, 976, 2039]
tender-cell-work: UPGRADATION OF 50 MIDDLE SCHOOLS TO HIGH LEVEL IN BALOCHISTAN GBMIDS ZAHOOR ABAD NOKUNDI DISTRICT CHAGHI BEMIS CODE 12968 — [106, 1324, 263, 1377]
tender-cell-open: 11:15 AM — [325, 1175, 365, 1218]
article-body: ـــــ ـــ ـــــــ ــــ ـــــ ـــــــ ـــ ـــــ ـــــــ ــــ ـــــ ـــ ـــــــ ـــــ ـــ ـــــ ـــــــ ــــ ـــــ ـــ ـــــــ ـــــ ـــ ــــ ـــــ ـــــــ ـــ ـــــ ـــــــ ــــ ـــــ ـــ ـــــــ ـــــ ـــ ـــــ ـــــــ ــــ ـــــ ـــ ـــــــ ـــــ ـــ ــــ ـــــ ـــــــ ـــ ـــــ ـــــــ ــــ ـــــ ـــ ـــــــ ـــــ ـــ ـــــ ـــــــ ــــ ـــــ ـــ ـــــــ ـــــ ـــ ــــ ـــــ ـــــــ ـــ ـــــ ـــــــ ــــ ـــــ ـــ ـــــــ ـــــ ـــ ـــــ ـــــــ ــــ ـــــ ـــ ـــــــ ـــــ ـــ ــــ ـــــ ـــــــ ـــ ـــــ ـــــــ ــــ ـــــ ـــ ـــــــ ـــــ ـــ ـــــ ـــــــ ــــ ـــــ ـــ ـــــــ ـــــ ـــ ــــ ـــــ ـــــــ ـــ ـــــ ـــــــ ــــ ـــــ ـــ ـــــــ — [236, 133, 359, 397]
tender-cell-date: 18 March, 2026 12:30 PM — [263, 1642, 325, 1685]
article-body: ـــــ ـــ ـــــــ ــــ ـــــ ـــــــ ـــ ـــــ ـــــــ ــــ ـــــ ـــ ـــــــ ـــــ ـــ ـــــ ـــــــ ــــ ـــــ ـــ ـــــــ ـــــ ـــ ــــ ـــــ ـــــــ ـــ ـــــ ـــــــ ــــ ـــــ ـــ ـــــــ ـــــ ـــ ـــــ ـــــــ ــــ ـــــ ـــ ـــــــ ـــــ ـــ ــــ ـــــ ـــــــ ـــ ـــــ ـــــــ ــــ ـــــ ـــ ـــــــ ـــــ ـــ ـــــ ـــــــ ــــ ـــــ ـــ ـــــــ ـــــ ـــ ــــ ـــــ ـــــــ ـــ ـــــ ـــــــ ــــ ـــــ ـــ ـــــــ ـــــ ـــ ـــــ ـــــــ ــــ ـــــ ـــ ـــــــ ـــــ ـــ ــــ ـــــ ـــــــ ـــ ـــــ ـــــــ ــــ ـــــ ـــ ـــــــ ـــــ ـــ ـــــ ـــــــ ــــ ـــــ ـــ ـــــــ ـــــ ـــ ــــ ـــــ ـــــــ ـــ ـــــ ـــــــ ــــ ـــــ ـــ ـــــــ ـــــ ـــ ـــــ ـــــــ ــــ ـــــ ـــ ـــــــ ـــــ ـــ ــــ ـــــ ـــــــ ـــ ـــــ ـــــــ ــــ ـــــ ـــ ـــــــ ـــــ ـــ ـــــ ـــــــ ــــ ـــــ ـــ ـــــــ ـــــ ـــ ــــ ـــــ ـــــــ ـــ ـــــ ـــــــ ــــ — [366, 488, 659, 626]
tender-cell-fee: 1,500 PKR — [413, 1175, 447, 1218]
tender-cell-work: UPGRADATION OF 50 MIDDLE SCHOOLS TO HIGH LEVEL IN BALOCHISTAN GGMIDS MASHKAF DISTRICT KACHHI BEMIS CODE 7834 — [106, 1175, 263, 1218]
social-instagram[interactable]: @dgpr.balochistan — [656, 982, 723, 991]
classifieds-special-heading: خاص اشتہارات — [988, 1267, 1194, 1300]
tender-cell-sno: 13 — [14, 1536, 36, 1589]
court-case-number: مقدمہ نمبر 96/25 FIR نمبر 67/2025 — [583, 1068, 736, 1079]
tender-cell-work: UPGRADATION OF 50 MIDDLE SCHOOLS TO HIGH LEVEL IN BALOCHISTAN GBMIDS KILLI MAHSOOM KHAN DISTRICT CHAMAN BEMIS CODE 1834 — [106, 1377, 263, 1430]
tender-signatory-name: Public Model High Schools Initiative for all Districts of Balochistan — [241, 2088, 443, 2111]
tender-cell-sno: 17 — [14, 1738, 36, 1791]
roads-cell-sno: 3 — [755, 1674, 779, 1717]
roads-cell-cost: 148,354,189 — [924, 1608, 975, 1641]
tender-col-work: Name of Work's — [106, 877, 263, 910]
tender-cell-cost: 74,405,444 — [365, 1377, 413, 1430]
tender-cell-work: UPGRADATION OF 50 MIDDLE SCHOOLS TO HIGH LEVEL IN BALOCHISTAN GGMIDS KILLI MENAL ABAD LIZO DISTRICT KHUZDAR BEMIS CODE 12986 — [106, 1589, 263, 1642]
nit-health-email: Email: dghealthbalochistan@gmail.com — [466, 1779, 640, 1789]
nit-roads-email: Email: farooqmengal27@gmail.com — [754, 1978, 900, 1988]
headline-col1-kicker: ڈی سی نے گورنمنٹ ڈگری کالج کے طلبا کو ہر ممکن سہولیات فراہم کرنے کی یقین دہانی — [13, 214, 222, 256]
tender-cell-cost: 74,405,444 — [365, 1069, 413, 1122]
tender-cell-fee: 1,500 PKR — [413, 1016, 447, 1069]
tender-cell-open: 11:00 AM — [325, 1122, 365, 1175]
table-row — [14, 1271, 447, 1324]
news-photo-meeting — [6, 60, 229, 142]
classified-ad: ـــــ ـــ ـــــــ ــــ ـــــ ـــــــ ـــ ـــــ ـــــــ ــــ ـــــ ـــ ـــــــ ـــــ ـــ ـــــ ـــــــ ــــ — [988, 1472, 1194, 1532]
masthead-name-english: INTEKHAB — [254, 7, 498, 53]
table-row — [755, 1608, 976, 1641]
tender-cell-work: UPGRADATION OF 50 MIDDLE SCHOOLS TO HIGH LEVEL IN BALOCHISTAN GGMIDS WAHI RAWMIR DISTRICT JHAL MAGSI BEMIS CODE 12934 — [106, 1122, 263, 1175]
classifieds-lost-notice-1-heading: اطلاع گمشدگی — [988, 1444, 1194, 1469]
tender-cell-tse: TSE-252603991223 — [36, 1483, 106, 1536]
roads-cell-sno: 2 — [755, 1641, 779, 1674]
article-body: ـــــ ـــ ـــــــ ــــ ـــــ ـــــــ ـــ ـــــ ـــــــ ــــ ـــــ ـــ ـــــــ ـــــ ـــ ـــــ ـــــــ ــــ ـــــ ـــ ـــــــ ـــــ ـــ ــــ ـــــ ـــــــ ـــ ـــــ ـــــــ ــــ ـــــ ـــ ـــــــ ـــــ ـــ ـــــ ـــــــ ــــ ـــــ ـــ ـــــــ ـــــ ـــ ــــ ـــــ ـــــــ ـــ ـــــ ـــــــ ــــ ـــــ ـــ ـــــــ ـــــ ـــ ـــــ ـــــــ ــــ ـــــ ـــ ـــــــ ـــــ ـــ ــــ ـــــ ـــــــ ـــ ـــــ ـــــــ ــــ ـــــ ـــ ـــــــ ـــــ ـــ ـــــ ـــــــ ــــ ـــــ ـــ ـــــــ ـــــ ـــ ــــ ـــــ ـــــــ ـــ ـــــ ـــــــ ــــ — [906, 577, 1194, 660]
tender-cell-tse: TSE-252603991373 — [36, 1377, 106, 1430]
court-prq-row — [466, 968, 736, 978]
tender-cell-tse: TSE-252603991323 — [36, 1834, 106, 1887]
tender-cell-tse: TSE-252603991363 — [36, 910, 106, 963]
court-prq-number: PRQ No.4039/04-03-2026 — [630, 968, 736, 978]
tender-cell-date: 18 March, 2026 12:00 PM — [263, 1536, 325, 1589]
tender-cell-tse: TSE-252603991453 — [36, 1069, 106, 1122]
court-notice-date: 07-03-2026 — [466, 1240, 513, 1251]
classifieds-lost-passport-heading: گمشدگی پاسپورٹ — [988, 1303, 1194, 1328]
tender-cell-work: UPGRADATION OF 50 MIDDLE SCHOOLS TO HIGH LEVEL IN BALOCHISTAN GBPS JATH KOLWA DISTRICT KECH BEMIS CODE 5912 — [106, 1642, 263, 1685]
table-row — [14, 1536, 447, 1589]
